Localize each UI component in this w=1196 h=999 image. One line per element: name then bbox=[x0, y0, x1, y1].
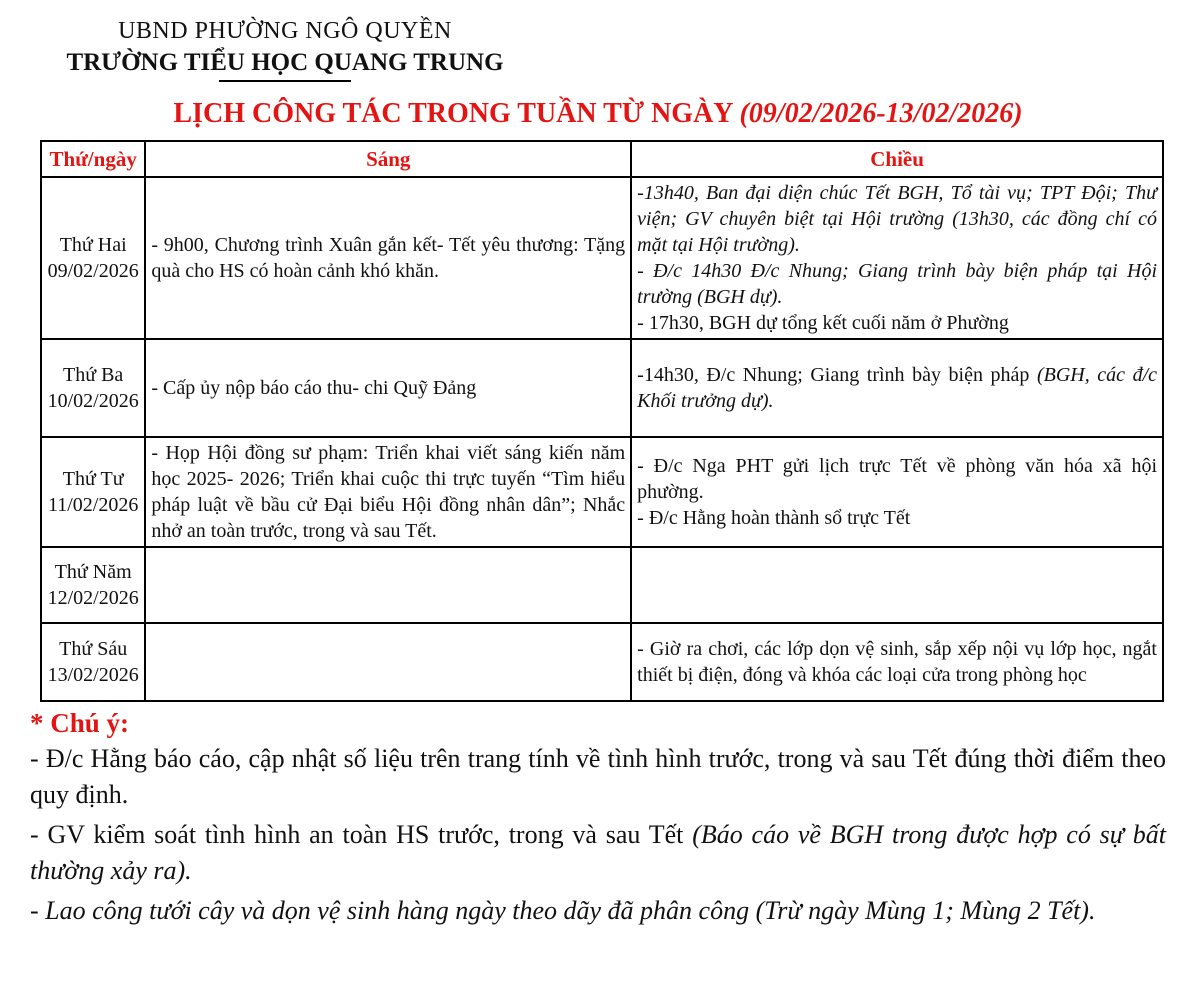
afternoon-cell bbox=[631, 177, 1163, 339]
morning-cell bbox=[145, 437, 631, 547]
text-segment: - Đ/c Hằng báo cáo, cập nhật số liệu trên trang tính về tình hình trước, trong và sau Tết đúng thời điểm theo quy định. bbox=[30, 744, 1166, 809]
cell-paragraph bbox=[151, 375, 625, 401]
table-row bbox=[41, 437, 1163, 547]
morning-cell bbox=[145, 339, 631, 437]
day-cell bbox=[41, 547, 145, 623]
day-cell bbox=[41, 339, 145, 437]
day-name: Thứ Tư bbox=[62, 468, 124, 490]
day-date: 13/02/2026 bbox=[47, 664, 139, 686]
day-name: Thứ Ba bbox=[63, 364, 124, 386]
cell-paragraph bbox=[637, 505, 1157, 531]
cell-paragraph bbox=[637, 258, 1157, 310]
title-main: LỊCH CÔNG TÁC TRONG TUẦN TỪ NGÀY bbox=[173, 98, 740, 129]
note-line bbox=[30, 817, 1166, 889]
org-name: UBND PHƯỜNG NGÔ QUYỀN bbox=[118, 18, 452, 44]
day-cell bbox=[41, 437, 145, 547]
morning-cell bbox=[145, 623, 631, 701]
notes-section bbox=[30, 708, 1166, 929]
note-line bbox=[30, 741, 1166, 813]
cell-paragraph bbox=[151, 232, 625, 284]
day-name: Thứ Hai bbox=[59, 234, 127, 256]
day-cell bbox=[41, 177, 145, 339]
cell-paragraph bbox=[637, 636, 1157, 688]
table-row bbox=[41, 623, 1163, 701]
cell-paragraph bbox=[637, 453, 1157, 505]
morning-cell bbox=[145, 177, 631, 339]
cell-paragraph bbox=[637, 362, 1157, 414]
afternoon-cell bbox=[631, 623, 1163, 701]
text-segment: (Báo cáo về BGH trong được hợp có sự bất thường xảy ra). bbox=[30, 820, 1166, 885]
text-segment: - Cấp ủy nộp báo cáo thu- chi Quỹ Đảng bbox=[151, 377, 477, 399]
column-header-morning: Sáng bbox=[145, 141, 631, 177]
text-segment: (BGH, các đ/c Khối trưởng dự). bbox=[637, 364, 1158, 412]
cell-paragraph bbox=[637, 180, 1157, 258]
cell-paragraph bbox=[637, 310, 1157, 336]
table-row bbox=[41, 177, 1163, 339]
notes-heading: * Chú ý: bbox=[30, 708, 130, 738]
table-row bbox=[41, 339, 1163, 437]
afternoon-cell bbox=[631, 437, 1163, 547]
schedule-table bbox=[40, 140, 1164, 702]
title-dates: (09/02/2026-13/02/2026) bbox=[739, 98, 1023, 129]
text-segment: - Đ/c 14h30 Đ/c Nhung; Giang trình bày biện pháp tại Hội trường (BGH dự). bbox=[637, 260, 1157, 308]
afternoon-cell bbox=[631, 339, 1163, 437]
note-line bbox=[30, 893, 1166, 929]
text-segment: - Đ/c Nga PHT gửi lịch trực Tết về phòng văn hóa xã hội phường. bbox=[637, 455, 1157, 503]
cell-paragraph bbox=[151, 440, 625, 544]
text-segment: - GV kiểm soát tình hình an toàn HS trước, trong và sau Tết bbox=[30, 820, 693, 849]
day-date: 10/02/2026 bbox=[47, 390, 139, 412]
table-row bbox=[41, 547, 1163, 623]
page-title bbox=[30, 98, 1166, 130]
school-name: TRƯỜNG TIỂU HỌC QUANG TRUNG bbox=[35, 49, 535, 82]
text-segment: - 9h00, Chương trình Xuân gắn kết- Tết yêu thương: Tặng quà cho HS có hoàn cảnh khó khăn. bbox=[151, 234, 626, 282]
day-name: Thứ Năm bbox=[54, 561, 132, 583]
text-segment: -13h40, Ban đại diện chúc Tết BGH, Tổ tài vụ; TPT Đội; Thư viện; GV chuyên biệt tại Hội trường (13h30, các đồng chí có mặt tại Hội trường). bbox=[637, 182, 1157, 256]
day-cell bbox=[41, 623, 145, 701]
day-date: 09/02/2026 bbox=[47, 260, 139, 282]
text-segment: - 17h30, BGH dự tổng kết cuối năm ở Phường bbox=[637, 312, 1009, 334]
day-date: 11/02/2026 bbox=[47, 494, 139, 516]
morning-cell bbox=[145, 547, 631, 623]
table-header-row bbox=[41, 141, 1163, 177]
text-segment: - Đ/c Hằng hoàn thành sổ trực Tết bbox=[637, 507, 911, 529]
schedule-table-body bbox=[41, 177, 1163, 701]
notes-list bbox=[30, 741, 1166, 929]
text-segment: - Họp Hội đồng sư phạm: Triển khai viết sáng kiến năm học 2025- 2026; Triển khai cuộc thi trực tuyến “Tìm hiểu pháp luật về bầu cử Đại biểu Hội đồng nhân dân”; Nhắc nhở an toàn trước, trong và sau Tết. bbox=[151, 442, 626, 542]
text-segment: -14h30, Đ/c Nhung; Giang trình bày biện pháp bbox=[637, 364, 1037, 386]
text-segment: - Giờ ra chơi, các lớp dọn vệ sinh, sắp xếp nội vụ lớp học, ngắt thiết bị điện, đóng và khóa các loại cửa trong phòng học bbox=[637, 638, 1157, 686]
column-header-day: Thứ/ngày bbox=[41, 141, 145, 177]
afternoon-cell bbox=[631, 547, 1163, 623]
day-date: 12/02/2026 bbox=[47, 587, 139, 609]
text-segment: - Lao công tưới cây và dọn vệ sinh hàng ngày theo dãy đã phân công (Trừ ngày Mùng 1; Mùng 2 Tết). bbox=[30, 896, 1096, 925]
letterhead bbox=[35, 8, 535, 82]
day-name: Thứ Sáu bbox=[59, 638, 128, 660]
column-header-afternoon: Chiều bbox=[631, 141, 1163, 177]
